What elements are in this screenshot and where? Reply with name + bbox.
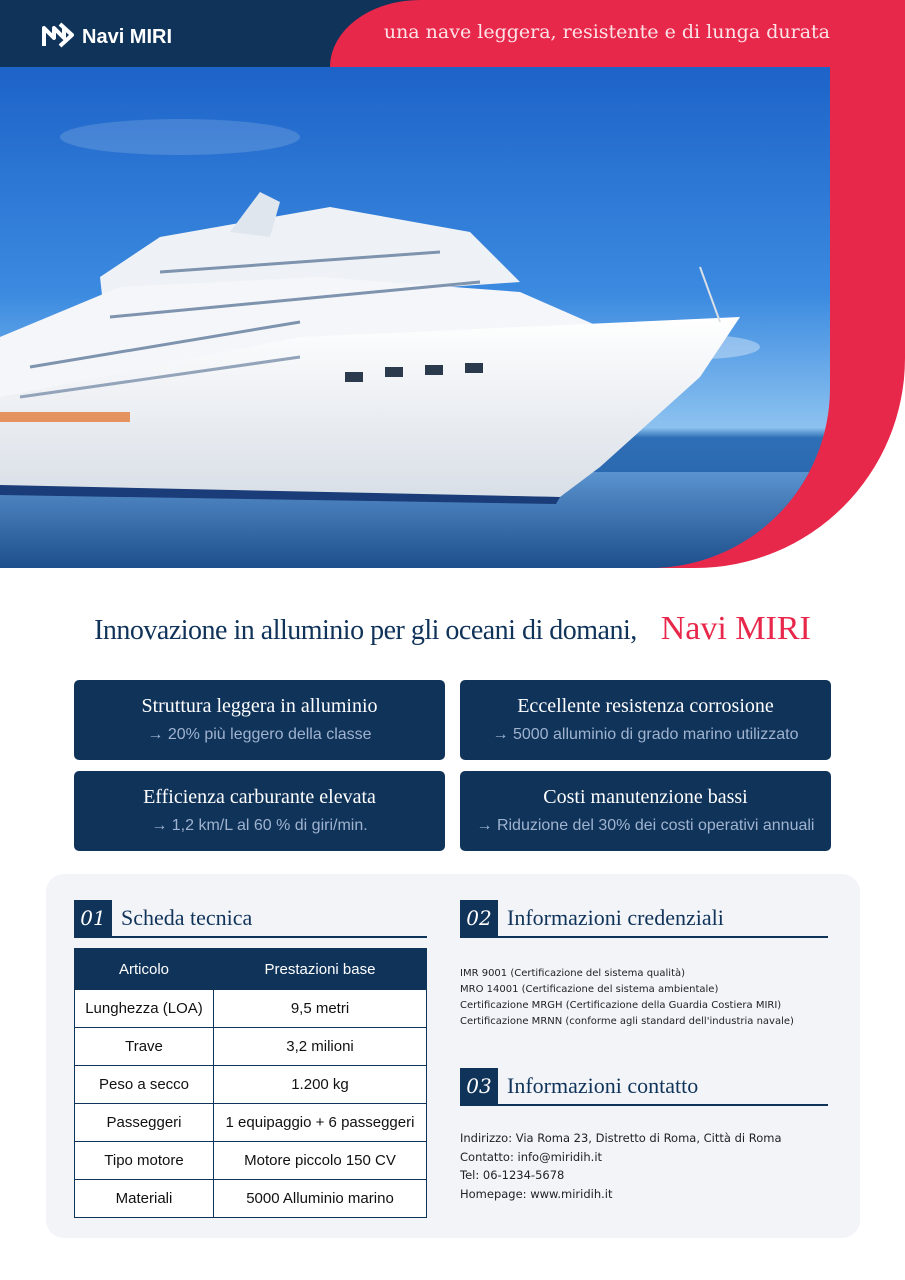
spec-value: 3,2 milioni	[214, 1028, 427, 1066]
section-title: Informazioni credenziali	[507, 905, 724, 930]
contact-email: Contatto: info@miridih.it	[460, 1149, 603, 1164]
brand-logo[interactable]	[42, 22, 172, 53]
headline-brand: Navi MIRI	[660, 610, 811, 647]
section-number: 03	[460, 1068, 498, 1104]
spec-value: 5000 Alluminio marino	[214, 1180, 427, 1218]
feature-title: Struttura leggera in alluminio	[141, 695, 378, 717]
section-title: Informazioni contatto	[507, 1073, 699, 1098]
feature-subtitle: → 5000 alluminio di grado marino utilizzato	[492, 726, 799, 743]
feature-card-lightweight	[74, 680, 445, 760]
navi-logo-icon	[42, 22, 74, 53]
feature-card-fuel	[74, 771, 445, 851]
contact-list	[460, 1129, 782, 1203]
table-row	[75, 1066, 427, 1104]
credential-item: MRO 14001 (Certificazione del sistema ambientale)	[460, 984, 719, 995]
section-number: 01	[74, 900, 112, 936]
table-row	[75, 1028, 427, 1066]
spec-value: 1 equipaggio + 6 passeggeri	[214, 1104, 427, 1142]
table-row	[75, 990, 427, 1028]
column-header: Articolo	[75, 949, 214, 990]
section-number: 02	[460, 900, 498, 936]
spec-label: Materiali	[75, 1180, 214, 1218]
spec-value: Motore piccolo 150 CV	[214, 1142, 427, 1180]
specs-table	[74, 948, 427, 1218]
feature-card-corrosion	[460, 680, 831, 760]
table-row	[75, 1142, 427, 1180]
credential-item: Certificazione MRGH (Certificazione della Guardia Costiera MIRI)	[460, 1000, 782, 1011]
spec-value: 1.200 kg	[214, 1066, 427, 1104]
section-title: Scheda tecnica	[121, 905, 253, 930]
spec-label: Peso a secco	[75, 1066, 214, 1104]
section-specs-header	[74, 900, 427, 938]
table-header-row	[75, 949, 427, 990]
spec-label: Tipo motore	[75, 1142, 214, 1180]
section-credentials-header	[460, 900, 828, 938]
section-contact-header	[460, 1068, 828, 1106]
credential-item: Certificazione MRNN (conforme agli standard dell'industria navale)	[460, 1016, 794, 1027]
brand-name: Navi MIRI	[82, 26, 173, 48]
spec-label: Lunghezza (LOA)	[75, 990, 214, 1028]
feature-subtitle: → Riduzione del 30% dei costi operativi annuali	[476, 817, 815, 834]
credentials-list	[460, 966, 794, 1030]
table-row	[75, 1180, 427, 1218]
feature-card-maintenance	[460, 771, 831, 851]
table-row	[75, 1104, 427, 1142]
spec-value: 9,5 metri	[214, 990, 427, 1028]
credential-item: IMR 9001 (Certificazione del sistema qualità)	[460, 968, 686, 979]
spec-label: Trave	[75, 1028, 214, 1066]
feature-title: Eccellente resistenza corrosione	[517, 695, 774, 717]
feature-title: Efficienza carburante elevata	[143, 786, 376, 808]
tagline: una nave leggera, resistente e di lunga durata	[383, 21, 830, 43]
contact-homepage: Homepage: www.miridih.it	[460, 1186, 613, 1201]
contact-phone: Tel: 06-1234-5678	[460, 1168, 565, 1182]
column-header: Prestazioni base	[214, 949, 427, 990]
feature-subtitle: → 20% più leggero della classe	[147, 726, 372, 743]
hero-ship-image	[0, 67, 830, 568]
headline	[0, 610, 905, 648]
cruise-ship-illustration	[0, 67, 830, 568]
contact-address: Indirizzo: Via Roma 23, Distretto di Roma, Città di Roma	[460, 1131, 782, 1145]
headline-text: Innovazione in alluminio per gli oceani di domani,	[94, 615, 637, 646]
spec-label: Passeggeri	[75, 1104, 214, 1142]
feature-subtitle: → 1,2 km/L al 60 % di giri/min.	[151, 817, 368, 834]
feature-title: Costi manutenzione bassi	[543, 786, 748, 808]
